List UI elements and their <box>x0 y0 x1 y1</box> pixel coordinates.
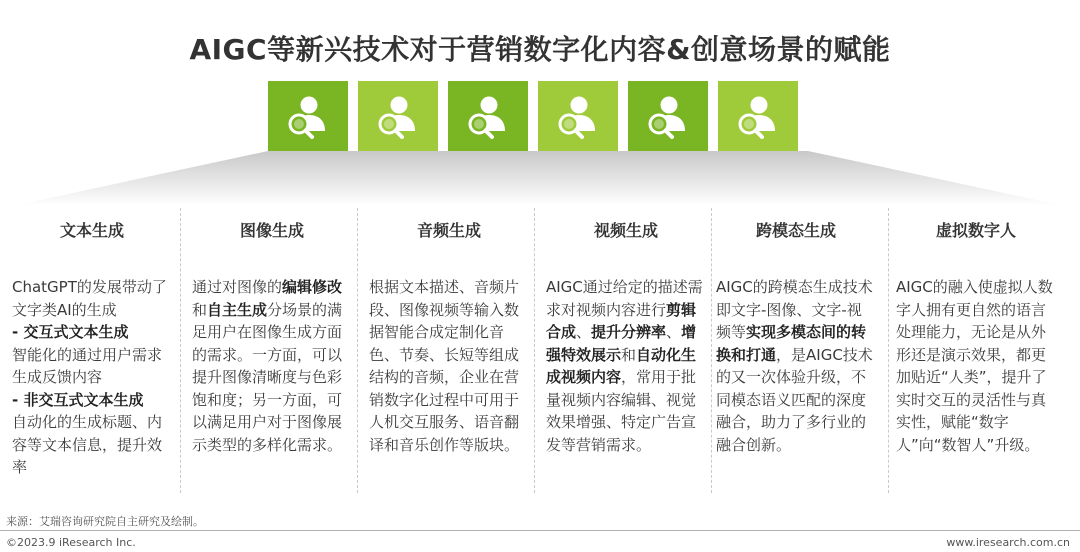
column-heading: 虚拟数字人 <box>935 221 1016 240</box>
column-cross-modal-generation <box>716 208 876 508</box>
body-text: 智能化的通过用户需求生成反馈内容 <box>12 345 163 386</box>
icon-tile <box>448 81 528 151</box>
source-note: 来源：艾瑞咨询研究院自主研究及绘制。 <box>6 515 204 528</box>
body-text: ChatGPT的发展带动了文字类AI的生成 <box>12 278 167 319</box>
body-text: 、 <box>666 323 682 341</box>
column-heading: 视频生成 <box>593 221 658 240</box>
bold-text: 自主生成 <box>207 300 268 319</box>
column-image-generation <box>192 208 352 508</box>
body-text: 自动化的生成标题、内容等文本信息，提升效率 <box>12 413 163 476</box>
column-body <box>369 276 529 456</box>
body-text: AIGC的融入使虚拟人数字人拥有更自然的语言处理能力，无论是从外形还是演示效果，都更加贴近“人类”，提升了实时交互的灵活性与真实性，赋能“数字人”向“数智人”升级。 <box>896 278 1053 454</box>
column-body <box>546 276 706 456</box>
bold-text: 编辑修改 <box>282 278 343 296</box>
column-audio-generation <box>369 208 529 508</box>
bold-text: - 非交互式文本生成 <box>12 390 144 409</box>
body-text: 分场景的满足用户在图像生成方面的需求。一方面，可以提升图像清晰度与色彩饱和度；另一方面，可以满足用户对于图像展示类型的多样化需求。 <box>192 300 343 454</box>
column-body <box>896 276 1056 456</box>
column-divider <box>711 208 712 493</box>
icon-tile <box>538 81 618 151</box>
website: www.iresearch.com.cn <box>946 536 1070 549</box>
body-text: 和 <box>192 300 208 319</box>
bold-text: 自动化生成视频内容 <box>546 345 697 386</box>
icon-tile <box>718 81 798 151</box>
body-text: ，常用于批量视频内容编辑、视觉效果增强、特定广告宣发等营销需求。 <box>546 368 697 454</box>
icon-tile <box>358 81 438 151</box>
body-text: 和 <box>621 345 637 364</box>
body-text: 通过对图像的 <box>192 278 283 296</box>
body-text: AIGC的跨模态生成技术即文字-图像、文字-视频等 <box>716 278 873 341</box>
column-body <box>192 276 352 456</box>
column-heading: 文本生成 <box>59 221 124 240</box>
column-video-generation <box>546 208 706 508</box>
user-search-icon <box>375 93 421 139</box>
column-body <box>12 276 172 479</box>
copyright: ©2023.9 iResearch Inc. <box>6 536 136 549</box>
column-divider <box>180 208 181 493</box>
user-search-icon <box>735 93 781 139</box>
user-search-icon <box>645 93 691 139</box>
body-text: ，是AIGC技术的又一次体验升级，不同模态语义匹配的深度融合，助力了多行业的融合创新。 <box>716 345 873 454</box>
column-heading: 图像生成 <box>239 221 304 240</box>
column-text-generation <box>12 208 172 508</box>
user-search-icon <box>465 93 511 139</box>
bold-text: 实现多模态间的转换和打通 <box>716 323 867 364</box>
column-body <box>716 276 876 456</box>
user-search-icon <box>555 93 601 139</box>
footer-divider <box>0 530 1080 531</box>
column-divider <box>534 208 535 493</box>
column-divider <box>888 208 889 493</box>
column-divider <box>357 208 358 493</box>
bold-text: 提升分辨率 <box>591 323 667 341</box>
column-heading: 音频生成 <box>416 221 481 240</box>
column-virtual-human <box>896 208 1056 508</box>
page-title: AIGC等新兴技术对于营销数字化内容&创意场景的赋能 <box>189 33 891 66</box>
body-text: AIGC通过给定的描述需求对视频内容进行 <box>546 278 703 319</box>
bold-text: 增强特效展示 <box>546 323 697 364</box>
icon-tile <box>628 81 708 151</box>
body-text: 、 <box>576 323 592 341</box>
bold-text: - 交互式文本生成 <box>12 323 129 341</box>
column-heading: 跨模态生成 <box>755 221 836 240</box>
user-search-icon <box>285 93 331 139</box>
bold-text: 剪辑合成 <box>546 300 697 341</box>
icon-tile <box>268 81 348 151</box>
body-text: 根据文本描述、音频片段、图像视频等输入数据智能合成定制化音色、节奏、长短等组成结构的音频，企业在营销数字化过程中可用于人机交互服务、语音翻译和音乐创作等版块。 <box>369 278 520 454</box>
